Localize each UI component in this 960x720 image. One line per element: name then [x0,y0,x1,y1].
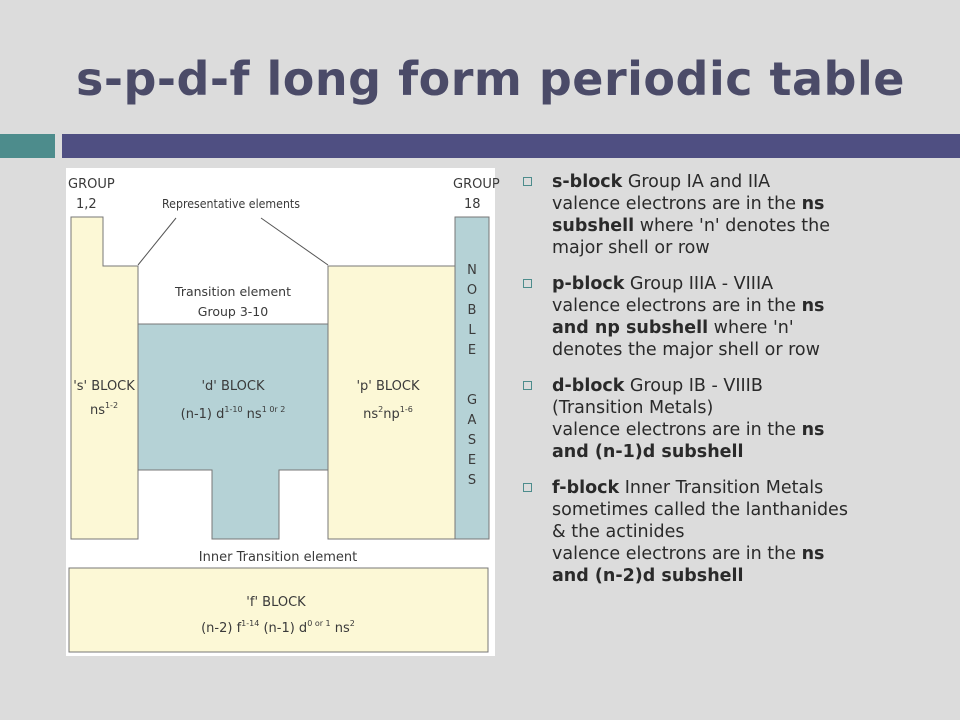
noble-gases-letter: O [466,283,478,298]
noble-gases-letter: B [467,303,477,318]
group-right-number: 18 [464,197,481,212]
diagram-svg [66,168,500,656]
periodic-table-diagram [66,168,500,656]
transition-group-label: Group 3-10 [197,304,269,319]
accent-bar-teal [0,134,55,158]
p-block-config: $ns^2np^{1-6}$ [363,405,413,422]
noble-gases-letter: L [468,323,476,338]
group-right-label: GROUP [453,177,500,192]
p-block-label: 'p' BLOCK [356,379,420,394]
f-block-label: 'f' BLOCK [246,595,306,610]
accent-bar-navy [62,134,960,158]
square-bullet-icon [523,279,532,288]
s-block-config: $ns^{1-2}$ [89,401,119,418]
representative-pointer-right [261,218,328,265]
noble-gases-letter: G [466,393,478,408]
group-left-number: 1,2 [76,197,97,212]
f-block-region [69,568,488,652]
block-description-list [520,171,945,601]
slide-title: s-p-d-f long form periodic table [76,52,905,106]
s-block-region [71,217,138,539]
bullet-p-block: p-block Group IIIA - VIIIA valence electrons are in the ns and np subshell where 'n' denotes the major shell or row [520,273,945,361]
p-block-region [328,266,455,539]
f-block-config: (n-2) $f^{1-14}$ (n-1) $d^{0 or 1}$ $ns^2$ [201,619,355,636]
representative-elements-label: Representative elements [162,196,300,211]
d-block-config: (n-1) $d^{1-10}$ $ns^{1 0r 2}$ [180,405,286,422]
representative-pointer-left [138,218,176,265]
bullet-d-block: d-block Group IB - VIIIB (Transition Metals) valence electrons are in the ns and (n-1)d subshell [520,375,945,463]
d-block-label: 'd' BLOCK [201,379,265,394]
square-bullet-icon [523,381,532,390]
transition-element-label: Transition element [175,284,291,299]
noble-gases-letter: N [467,263,477,278]
bullet-s-block: s-block Group IA and IIA valence electrons are in the ns subshell where 'n' denotes the major shell or row [520,171,945,259]
group-left-label: GROUP [68,177,115,192]
noble-gases-letter: E [467,343,477,358]
square-bullet-icon [523,483,532,492]
square-bullet-icon [523,177,532,186]
noble-gases-letter: S [467,473,477,488]
noble-gases-letter: A [467,413,477,428]
noble-gases-letter: S [467,433,477,448]
d-block-region [138,324,328,539]
noble-gases-letter: E [467,453,477,468]
bullet-f-block: f-block Inner Transition Metals sometimes called the lanthanides & the actinides valence electrons are in the ns and (n-2)d subshell [520,477,945,587]
s-block-label: 's' BLOCK [73,379,135,394]
inner-transition-label: Inner Transition element [198,550,358,565]
